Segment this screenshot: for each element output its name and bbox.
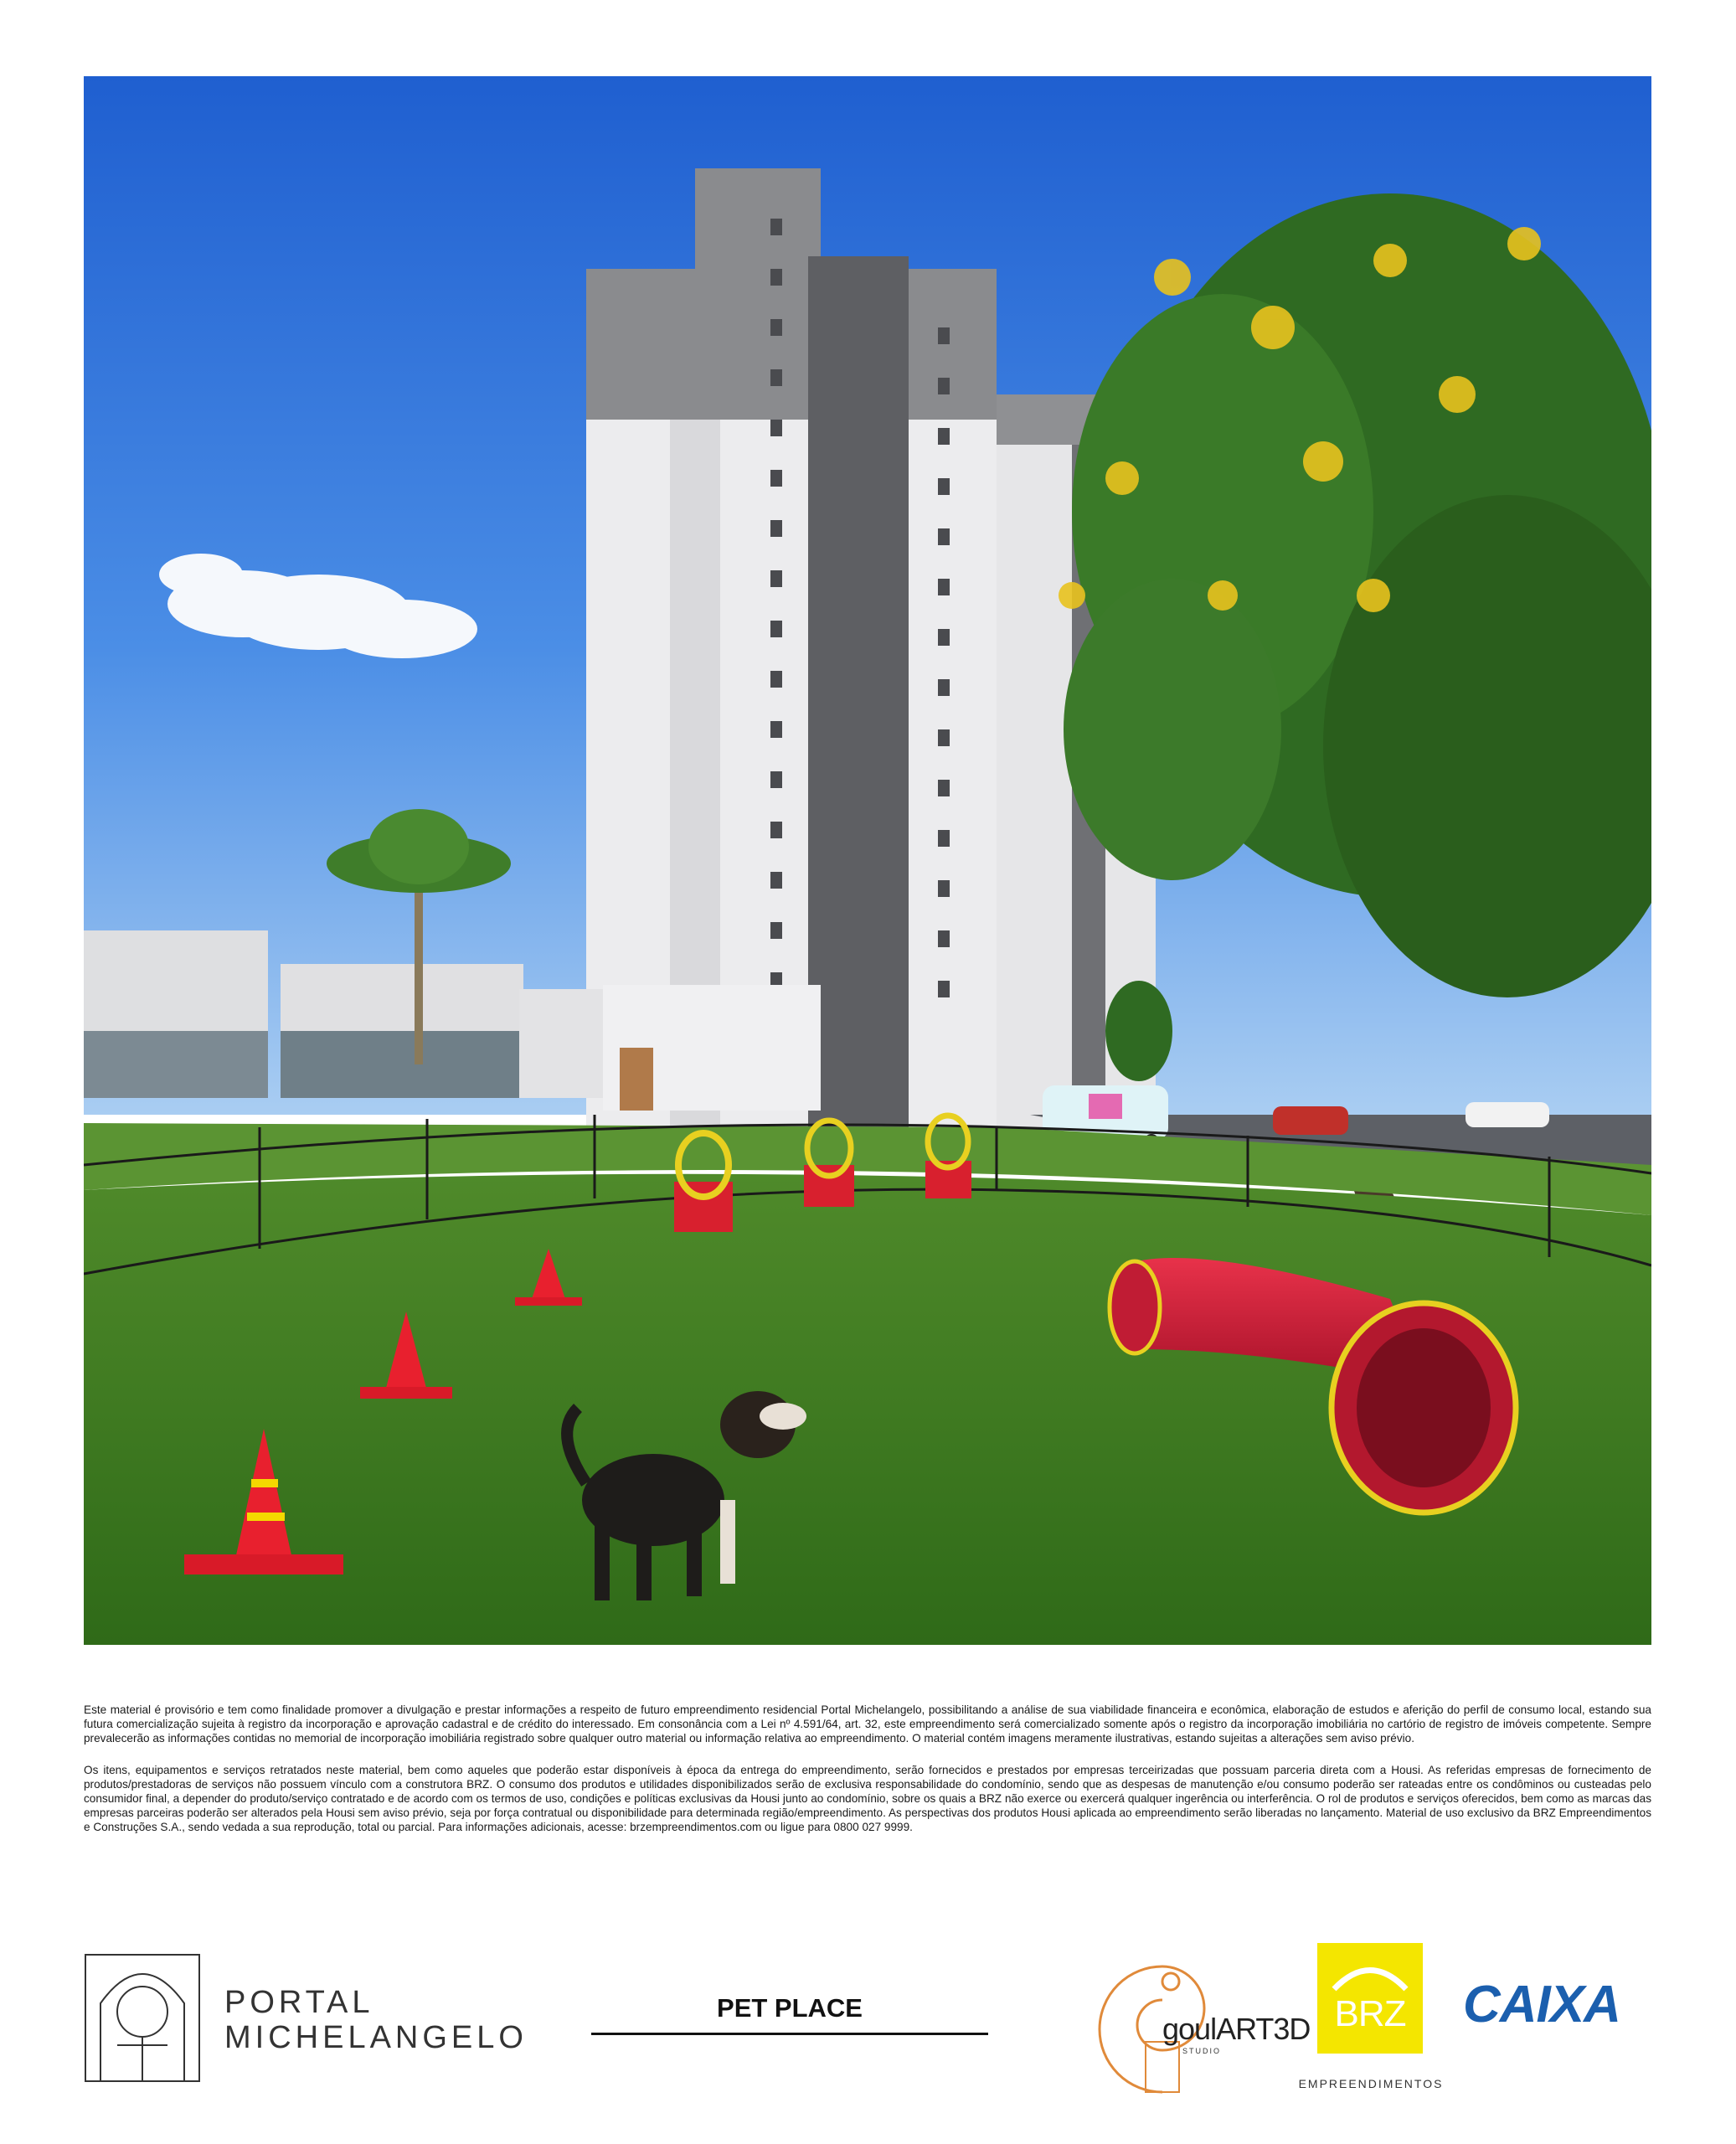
brz-arc-icon [1317,1943,1423,1993]
section-title-rule [591,2033,988,2035]
section-title: PET PLACE [717,1993,863,2023]
goulart3d-wordmark: goulART3D [1162,2012,1311,2046]
portal-michelangelo-emblem-icon [84,1953,201,2083]
goulart3d-studio-label: STUDIO [1182,2047,1222,2055]
brz-subtitle: EMPREENDIMENTOS [1298,2077,1444,2090]
portal-michelangelo-wordmark [224,1985,528,2055]
red-car [1273,1106,1348,1135]
footer-logos [0,1943,1736,2110]
brz-wordmark: BRZ [1334,1993,1406,2034]
brand-line-1: PORTAL [224,1985,374,2020]
disclaimer-paragraph-1: Este material é provisório e tem como finalidade promover a divulgação e prestar informações a respeito de futuro empreendimento residencial Portal Michelangelo, possibilitando a análise de sua viabilidade financeira e econômica, elaboração de estudos e aferição do perfil de consumo local, estando sua futura comercialização sujeita à registro da incorporação e aprovação cadastral e de crédito do interessado. Em consonância com a Lei nº 4.591/64, art. 32, este empreendimento será comercializado somente após o registro da incorporação imobiliária no cartório de registro de imóveis competente. Sempre prevalecerão as informações contidas no memorial de incorporação imobiliária registrado sobre qualquer outro material ou informação relativa ao empreendimento. O material contém imagens meramente ilustrativas, estando sujeitas a alterações sem aviso prévio. [84,1703,1651,1745]
brz-logo [1317,1943,1423,2054]
disclaimer-paragraph-2: Os itens, equipamentos e serviços retratados neste material, bem como aqueles que poderão estar disponíveis à época da entrega do empreendimento, serão fornecidos e prestados por empresas terceirizadas que possuam parceria direta com a Housi. As referidas empresas de fornecimento de produtos/prestadoras de serviços não possuem vínculo com a construtora BRZ. O consumo dos produtos e utilidades disponibilizados serão de exclusiva responsabilidade do condomínio, sendo que as despesas de manutenção e/ou consumo poderão ser rateadas entre os condôminos ou custeadas pelo consumidor final, a depender do produto/serviço contratado e de acordo com os termos de uso, condições e políticas exclusivas da Housi junto ao condomínio, sobre os quais a BRZ não exerce ou exercerá qualquer ingerência ou interferência. O rol de produtos e serviços oferecidos, bem como as marcas das empresas parceiras poderão ser alterados pela Housi sem aviso prévio, seja por força contratual ou disponibilidade para determinada região/empreendimento. As perspectivas dos produtos Housi aplicada ao empreendimento serão liberadas no lançamento. Material de uso exclusivo da BRZ Empreendimentos e Construções S.A., sendo vedada a sua reprodução, total ou parcial. Para informações adicionais, acesse: brzempreendimentos.com ou ligue para 0800 027 9999. [84,1764,1651,1833]
pet-place-render [84,76,1651,1645]
white-car [1466,1102,1549,1127]
small-tree [1105,981,1172,1081]
brand-line-2: MICHELANGELO [224,2020,528,2055]
legal-disclaimer [84,1703,1651,1852]
caixa-logo: CAIXA [1463,1976,1620,2033]
render-illustration [84,76,1651,1645]
